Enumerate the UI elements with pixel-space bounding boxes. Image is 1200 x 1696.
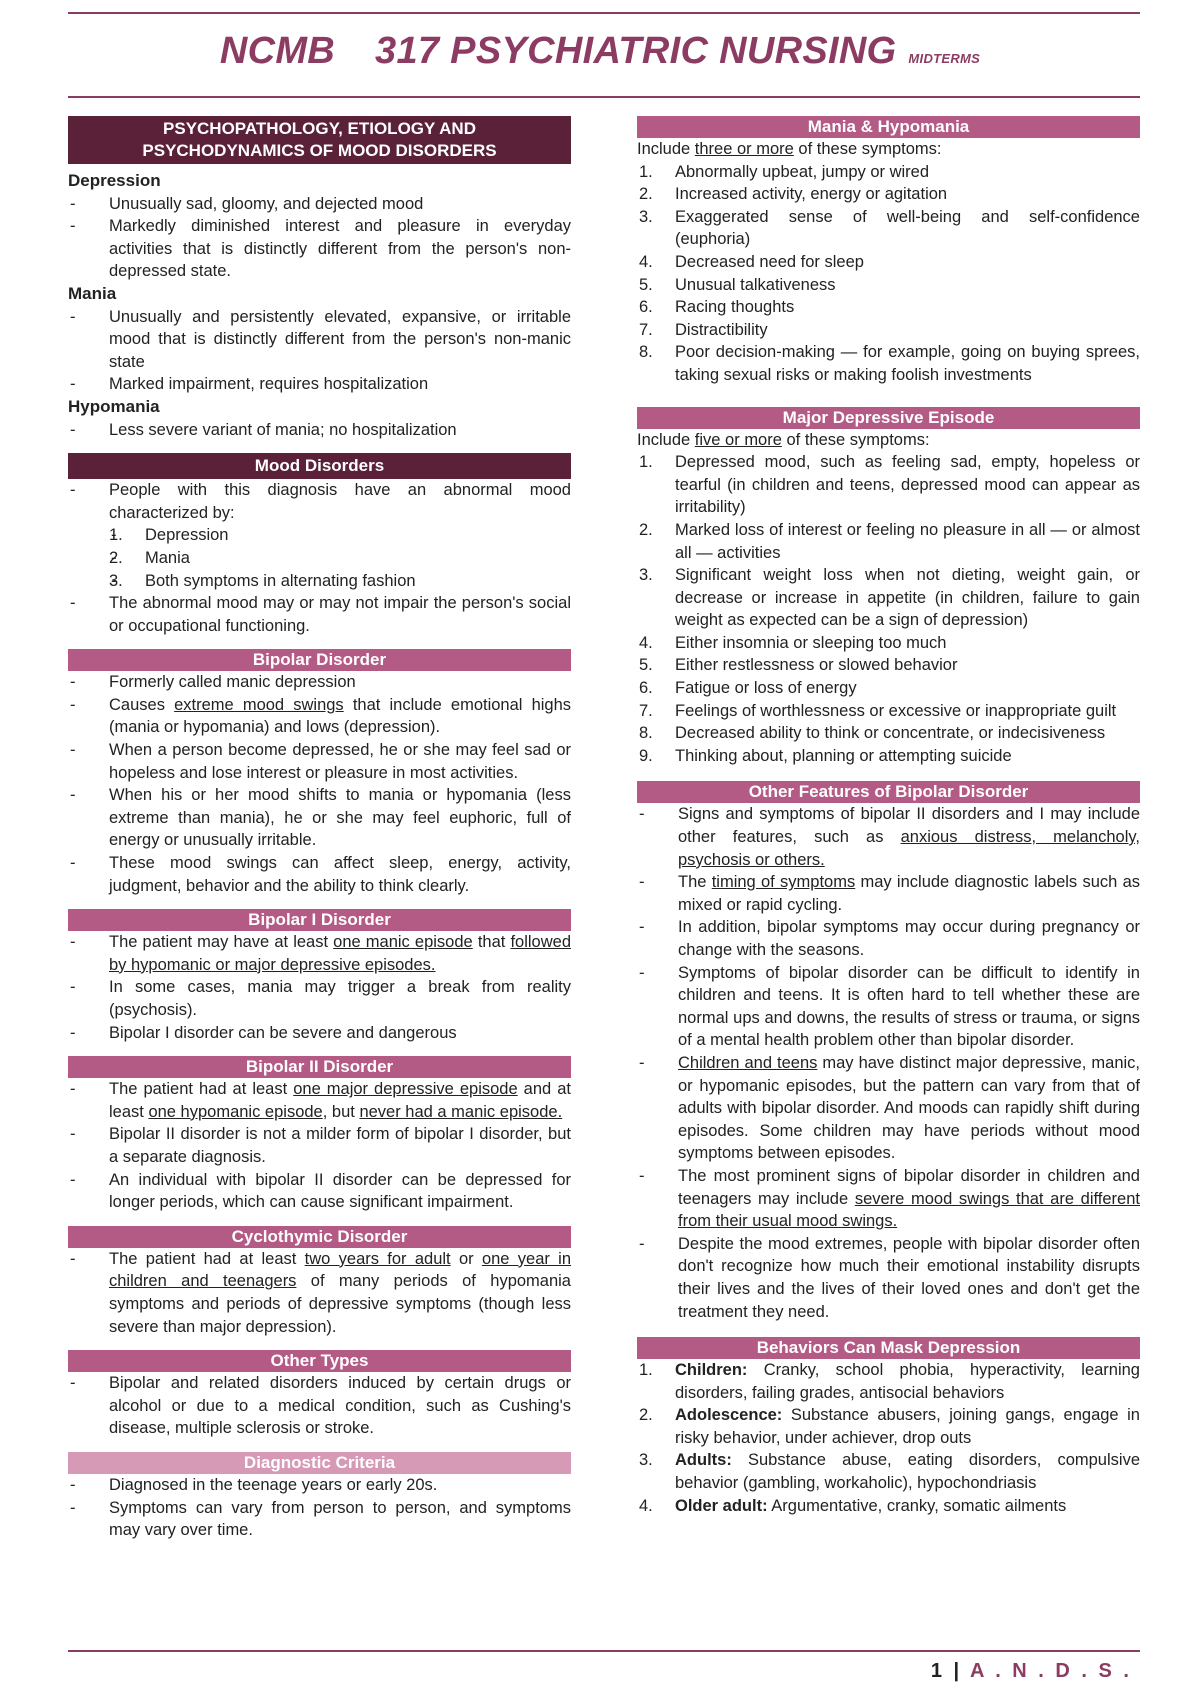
item-text: may include diagnostic labels such as mixed or rapid cycling.: [678, 873, 1140, 914]
section-mask-depression: [637, 1337, 1140, 1517]
diagnostic-list: [68, 1474, 571, 1542]
list-item: [637, 319, 1140, 342]
item-text: or: [450, 1249, 482, 1268]
underlined-text: one hypomanic episode: [148, 1102, 323, 1121]
section-header: Cyclothymic Disorder: [68, 1226, 571, 1248]
item-text: Causes: [109, 695, 175, 714]
section-major-depressive-episode: [637, 407, 1140, 768]
item-text: of these symptoms:: [781, 430, 930, 449]
section-bipolar-disorder: [68, 649, 571, 897]
item-number: 3.: [639, 207, 653, 226]
underlined-text: one major depressive episode: [293, 1080, 518, 1099]
item-text: Abnormally upbeat, jumpy or wired: [675, 162, 930, 181]
other-types-list: [68, 1372, 571, 1440]
mania-symptoms-list: [637, 161, 1140, 387]
item-text: Either insomnia or sleeping too much: [675, 633, 947, 652]
top-rule: [68, 12, 1140, 14]
item-text: Marked loss of interest or feeling no pleasure in all — or almost all — activities: [675, 520, 1140, 562]
item-text: The patient may have at least: [109, 933, 334, 952]
list-item: - Marked impairment, requires hospitalization: [68, 373, 571, 396]
list-item: - The abnormal mood may or may not impair the person's social or occupational functioning.: [68, 592, 571, 637]
hypomania-list: [68, 419, 571, 442]
list-item: [637, 274, 1140, 297]
item-label: Adults:: [675, 1451, 732, 1470]
item-text: The: [678, 873, 712, 892]
item-text: Thinking about, planning or attempting suicide: [675, 746, 1012, 765]
depression-list: [68, 193, 571, 283]
sublist-item: - 2. Mania: [109, 547, 571, 570]
list-item: [637, 1165, 1140, 1233]
item-text: Decreased need for sleep: [675, 252, 864, 271]
item-number: 1.: [639, 1361, 653, 1380]
item-text: Substance abuse, eating disorders, compulsive behavior (gambling, workaholic), hypochondriasis: [675, 1451, 1140, 1493]
list-item: - In some cases, mania may trigger a break from reality (psychosis).: [68, 976, 571, 1021]
underlined-text: extreme mood swings: [174, 695, 344, 714]
list-item: [68, 931, 571, 976]
list-item: [637, 722, 1140, 745]
section-mood-disorders: [68, 453, 571, 637]
item-text: may have distinct major depressive, manic, or hypomanic episodes, but the pattern can vary from that of adults with bipolar disorder. And moods can rapidly shift during episodes. Some children may have periods without mood symptoms between episodes.: [678, 1053, 1140, 1163]
section-header: Bipolar II Disorder: [68, 1056, 571, 1078]
list-item: [68, 1078, 571, 1123]
item-number: 4.: [639, 252, 653, 271]
section-header: Other Types: [68, 1350, 571, 1372]
item-text: Both symptoms in alternating fashion: [145, 571, 416, 590]
list-item: [637, 183, 1140, 206]
item-text: that: [472, 933, 511, 952]
bipolar-list: [68, 671, 571, 897]
item-number: 3.: [639, 1451, 653, 1470]
list-item: [637, 871, 1140, 916]
underlined-text: anxious distress, melancholy, psychosis or others.: [678, 828, 1140, 869]
section-header: Major Depressive Episode: [637, 407, 1140, 429]
item-number: 9.: [639, 746, 653, 765]
list-item: - Formerly called manic depression: [68, 671, 571, 694]
item-label: Children:: [675, 1361, 748, 1380]
item-number: 4.: [639, 633, 653, 652]
right-column: [637, 116, 1140, 1529]
item-text: The patient had at least: [109, 1249, 305, 1268]
list-item: - Symptoms can vary from person to person, and symptoms may vary over time.: [68, 1497, 571, 1542]
item-text: The patient had at least: [109, 1080, 294, 1099]
section-cyclothymic: [68, 1226, 571, 1338]
list-item: [637, 700, 1140, 723]
list-item: [637, 803, 1140, 871]
section-header: Bipolar I Disorder: [68, 909, 571, 931]
section-other-types: [68, 1350, 571, 1440]
list-item: [637, 1052, 1140, 1165]
item-number: 7.: [639, 701, 653, 720]
list-item: - When a person become depressed, he or she may feel sad or hopeless and lose interest or pleasure in most activities.: [68, 739, 571, 784]
list-item: [68, 1248, 571, 1338]
section-header: Bipolar Disorder: [68, 649, 571, 671]
underlined-text: followed by hypomanic or major depressive episodes.: [109, 933, 571, 974]
item-text: Substance abusers, joining gangs, engage in risky behavior, under achiever, drop outs: [675, 1406, 1140, 1447]
list-item: [637, 654, 1140, 677]
item-text: Signs and symptoms of bipolar II disorders and I may include other features, such as: [678, 805, 1140, 847]
page-number: 1 |: [930, 1660, 963, 1682]
section-psychopathology: [68, 116, 571, 441]
list-item: [637, 341, 1140, 386]
cyclothymic-list: [68, 1248, 571, 1338]
item-number: 6.: [639, 298, 653, 317]
item-text: Either restlessness or slowed behavior: [675, 656, 958, 675]
list-item: - Symptoms of bipolar disorder can be difficult to identify in children and teens. It is often hard to tell whether these are normal ups and downs, the results of stress or trauma, or signs of a mental health problem other than bipolar disorder.: [637, 962, 1140, 1052]
list-item: [637, 1495, 1140, 1518]
sublist-item: - 3. Both symptoms in alternating fashion: [109, 570, 571, 593]
item-number: 6.: [639, 679, 653, 698]
item-text: Depression: [145, 526, 229, 545]
item-number: 5.: [639, 275, 653, 294]
section-bipolar-1: [68, 909, 571, 1044]
item-number: 8.: [639, 724, 653, 743]
list-item: - Despite the mood extremes, people with bipolar disorder often don't recognize how much their emotional instability disrupts their lives and the lives of their loved ones and don't get the treatment they need.: [637, 1233, 1140, 1323]
list-item: - Unusually and persistently elevated, expansive, or irritable mood that is distinctly different from the person's non-manic state: [68, 306, 571, 374]
item-text: Significant weight loss when not dieting, weight gain, or decrease or increase in appetite (in children, failure to gain weight as expected can be a sign of depression): [675, 566, 1140, 630]
header-line: PSYCHOPATHOLOGY, ETIOLOGY AND: [163, 119, 476, 138]
list-item: - An individual with bipolar II disorder can be depressed for longer periods, which can cause significant impairment.: [68, 1169, 571, 1214]
item-label: Adolescence:: [675, 1406, 783, 1425]
mask-list: [637, 1359, 1140, 1517]
mood-disorders-list: [68, 479, 571, 637]
section-header: [68, 116, 571, 164]
list-item: - Less severe variant of mania; no hospitalization: [68, 419, 571, 442]
item-text: Unusual talkativeness: [675, 275, 836, 294]
item-text: Increased activity, energy or agitation: [675, 185, 948, 204]
item-text: Distractibility: [675, 320, 768, 339]
list-item: [637, 632, 1140, 655]
list-item: [637, 206, 1140, 251]
mood-sublist: [109, 524, 571, 592]
item-text: Decreased ability to think or concentrate, or indecisiveness: [675, 724, 1106, 743]
section-header: Diagnostic Criteria: [68, 1452, 571, 1474]
mde-symptoms-list: [637, 451, 1140, 767]
underlined-text: three or more: [694, 140, 794, 158]
mania-list: [68, 306, 571, 396]
list-item: [637, 745, 1140, 768]
list-item: [637, 564, 1140, 632]
list-item: - In addition, bipolar symptoms may occur during pregnancy or change with the seasons.: [637, 916, 1140, 961]
item-text: The most prominent signs of bipolar disorder in children and teenagers may include: [678, 1166, 1140, 1208]
item-text: Exaggerated sense of well-being and self-confidence (euphoria): [675, 207, 1140, 249]
underlined-text: five or more: [694, 430, 782, 449]
intro-text: [637, 429, 1140, 452]
list-item: - These mood swings can affect sleep, energy, activity, judgment, behavior and the ability to think clearly.: [68, 852, 571, 897]
item-label: Older adult:: [675, 1496, 768, 1515]
section-header: Other Features of Bipolar Disorder: [637, 781, 1140, 803]
sublist-item: - 1. Depression: [109, 524, 571, 547]
list-item: [637, 519, 1140, 564]
item-text: Fatigue or loss of energy: [675, 679, 857, 698]
item-number: 5.: [639, 656, 653, 675]
list-item: - Diagnosed in the teenage years or early 20s.: [68, 1474, 571, 1497]
item-number: 8.: [639, 343, 653, 362]
item-number: 4.: [639, 1496, 653, 1515]
list-item: - Markedly diminished interest and pleasure in everyday activities that is distinctly different from the person's non-depressed state.: [68, 215, 571, 283]
list-item: [637, 451, 1140, 519]
subheading-hypomania: Hypomania: [68, 396, 160, 416]
list-item: [637, 677, 1140, 700]
item-number: 2.: [639, 185, 653, 204]
footer-brand: A . N . D . S .: [969, 1660, 1132, 1682]
list-item: - Bipolar II disorder is not a milder form of bipolar I disorder, but a separate diagnosis.: [68, 1123, 571, 1168]
item-text: Include: [637, 430, 695, 449]
item-number: 1.: [639, 162, 653, 181]
item-text: Cranky, school phobia, hyperactivity, learning disorders, failing grades, antisocial behaviors: [675, 1361, 1140, 1402]
item-number: 1.: [639, 453, 653, 472]
course-code: NCMB: [219, 30, 336, 72]
list-item: - When his or her mood shifts to mania or hypomania (less extreme than mania), he or she may feel euphoric, full of energy or unusually irritable.: [68, 784, 571, 852]
list-item: [637, 296, 1140, 319]
underlined-text: two years for adult: [304, 1249, 451, 1268]
section-header: Behaviors Can Mask Depression: [637, 1337, 1140, 1359]
subheading-mania: Mania: [68, 283, 117, 303]
item-text: Poor decision-making — for example, going on buying sprees, taking sexual risks or making foolish investments: [675, 343, 1140, 384]
list-item: [637, 251, 1140, 274]
section-bipolar-2: [68, 1056, 571, 1214]
item-number: 3.: [639, 566, 653, 585]
page-title: [0, 30, 1200, 73]
list-item: [637, 1404, 1140, 1449]
item-text: Include: [637, 140, 695, 158]
list-item: - Bipolar I disorder can be severe and dangerous: [68, 1022, 571, 1045]
page-footer: [931, 1660, 1132, 1683]
item-text: Depressed mood, such as feeling sad, empty, hopeless or tearful (in children and teens, depressed mood can appear as irritability): [675, 453, 1140, 517]
bipolar1-list: [68, 931, 571, 1044]
left-column: [68, 116, 571, 1554]
item-number: 2.: [639, 520, 653, 539]
term-label: MIDTERMS: [908, 51, 981, 66]
underlined-text: Children and teens: [678, 1053, 818, 1072]
section-mania-hypomania: [637, 116, 1140, 387]
item-text: Racing thoughts: [675, 298, 795, 317]
item-number: 2.: [639, 1406, 653, 1425]
item-number: 7.: [639, 320, 653, 339]
underlined-text: one manic episode: [333, 933, 473, 952]
title-rule: [68, 96, 1140, 98]
underlined-text: one year in children and teenagers: [109, 1249, 572, 1291]
list-item: - Unusually sad, gloomy, and dejected mood: [68, 193, 571, 216]
underlined-text: never had a manic episode.: [359, 1102, 563, 1121]
list-item: [68, 694, 571, 739]
section-diagnostic-criteria: [68, 1452, 571, 1542]
footer-rule: [68, 1650, 1140, 1652]
item-text: of many periods of hypomania symptoms and periods of depressive symptoms (though less severe than major depression).: [109, 1272, 571, 1336]
bipolar2-list: [68, 1078, 571, 1214]
item-text: that include emotional highs (mania or hypomania) and lows (depression).: [109, 695, 572, 737]
other-features-list: [637, 803, 1140, 1323]
list-item: [637, 161, 1140, 184]
list-item: [637, 1449, 1140, 1494]
subheading-depression: Depression: [68, 171, 161, 190]
underlined-text: timing of symptoms: [711, 873, 856, 892]
item-text: Argumentative, cranky, somatic ailments: [767, 1496, 1067, 1515]
item-text: Feelings of worthlessness or excessive or inappropriate guilt: [675, 701, 1117, 720]
section-header: Mood Disorders: [68, 453, 571, 479]
section-header: Mania & Hypomania: [637, 116, 1140, 138]
course-title: 317 PSYCHIATRIC NURSING: [375, 30, 897, 72]
list-item: [68, 479, 571, 592]
item-text: and at least: [109, 1080, 571, 1121]
underlined-text: severe mood swings that are different from their usual mood swings.: [678, 1189, 1140, 1231]
item-text: of these symptoms:: [793, 140, 942, 158]
list-item: - Bipolar and related disorders induced by certain drugs or alcohol or due to a medical condition, such as Cushing's disease, multiple sclerosis or stroke.: [68, 1372, 571, 1440]
list-item: [637, 1359, 1140, 1404]
section-other-features: [637, 781, 1140, 1323]
item-text: Mania: [145, 548, 190, 567]
header-line: PSYCHODYNAMICS OF MOOD DISORDERS: [142, 141, 497, 160]
item-text: , but: [322, 1102, 360, 1121]
item-text: People with this diagnosis have an abnormal mood characterized by:: [109, 481, 571, 522]
intro-text: [637, 138, 1140, 161]
